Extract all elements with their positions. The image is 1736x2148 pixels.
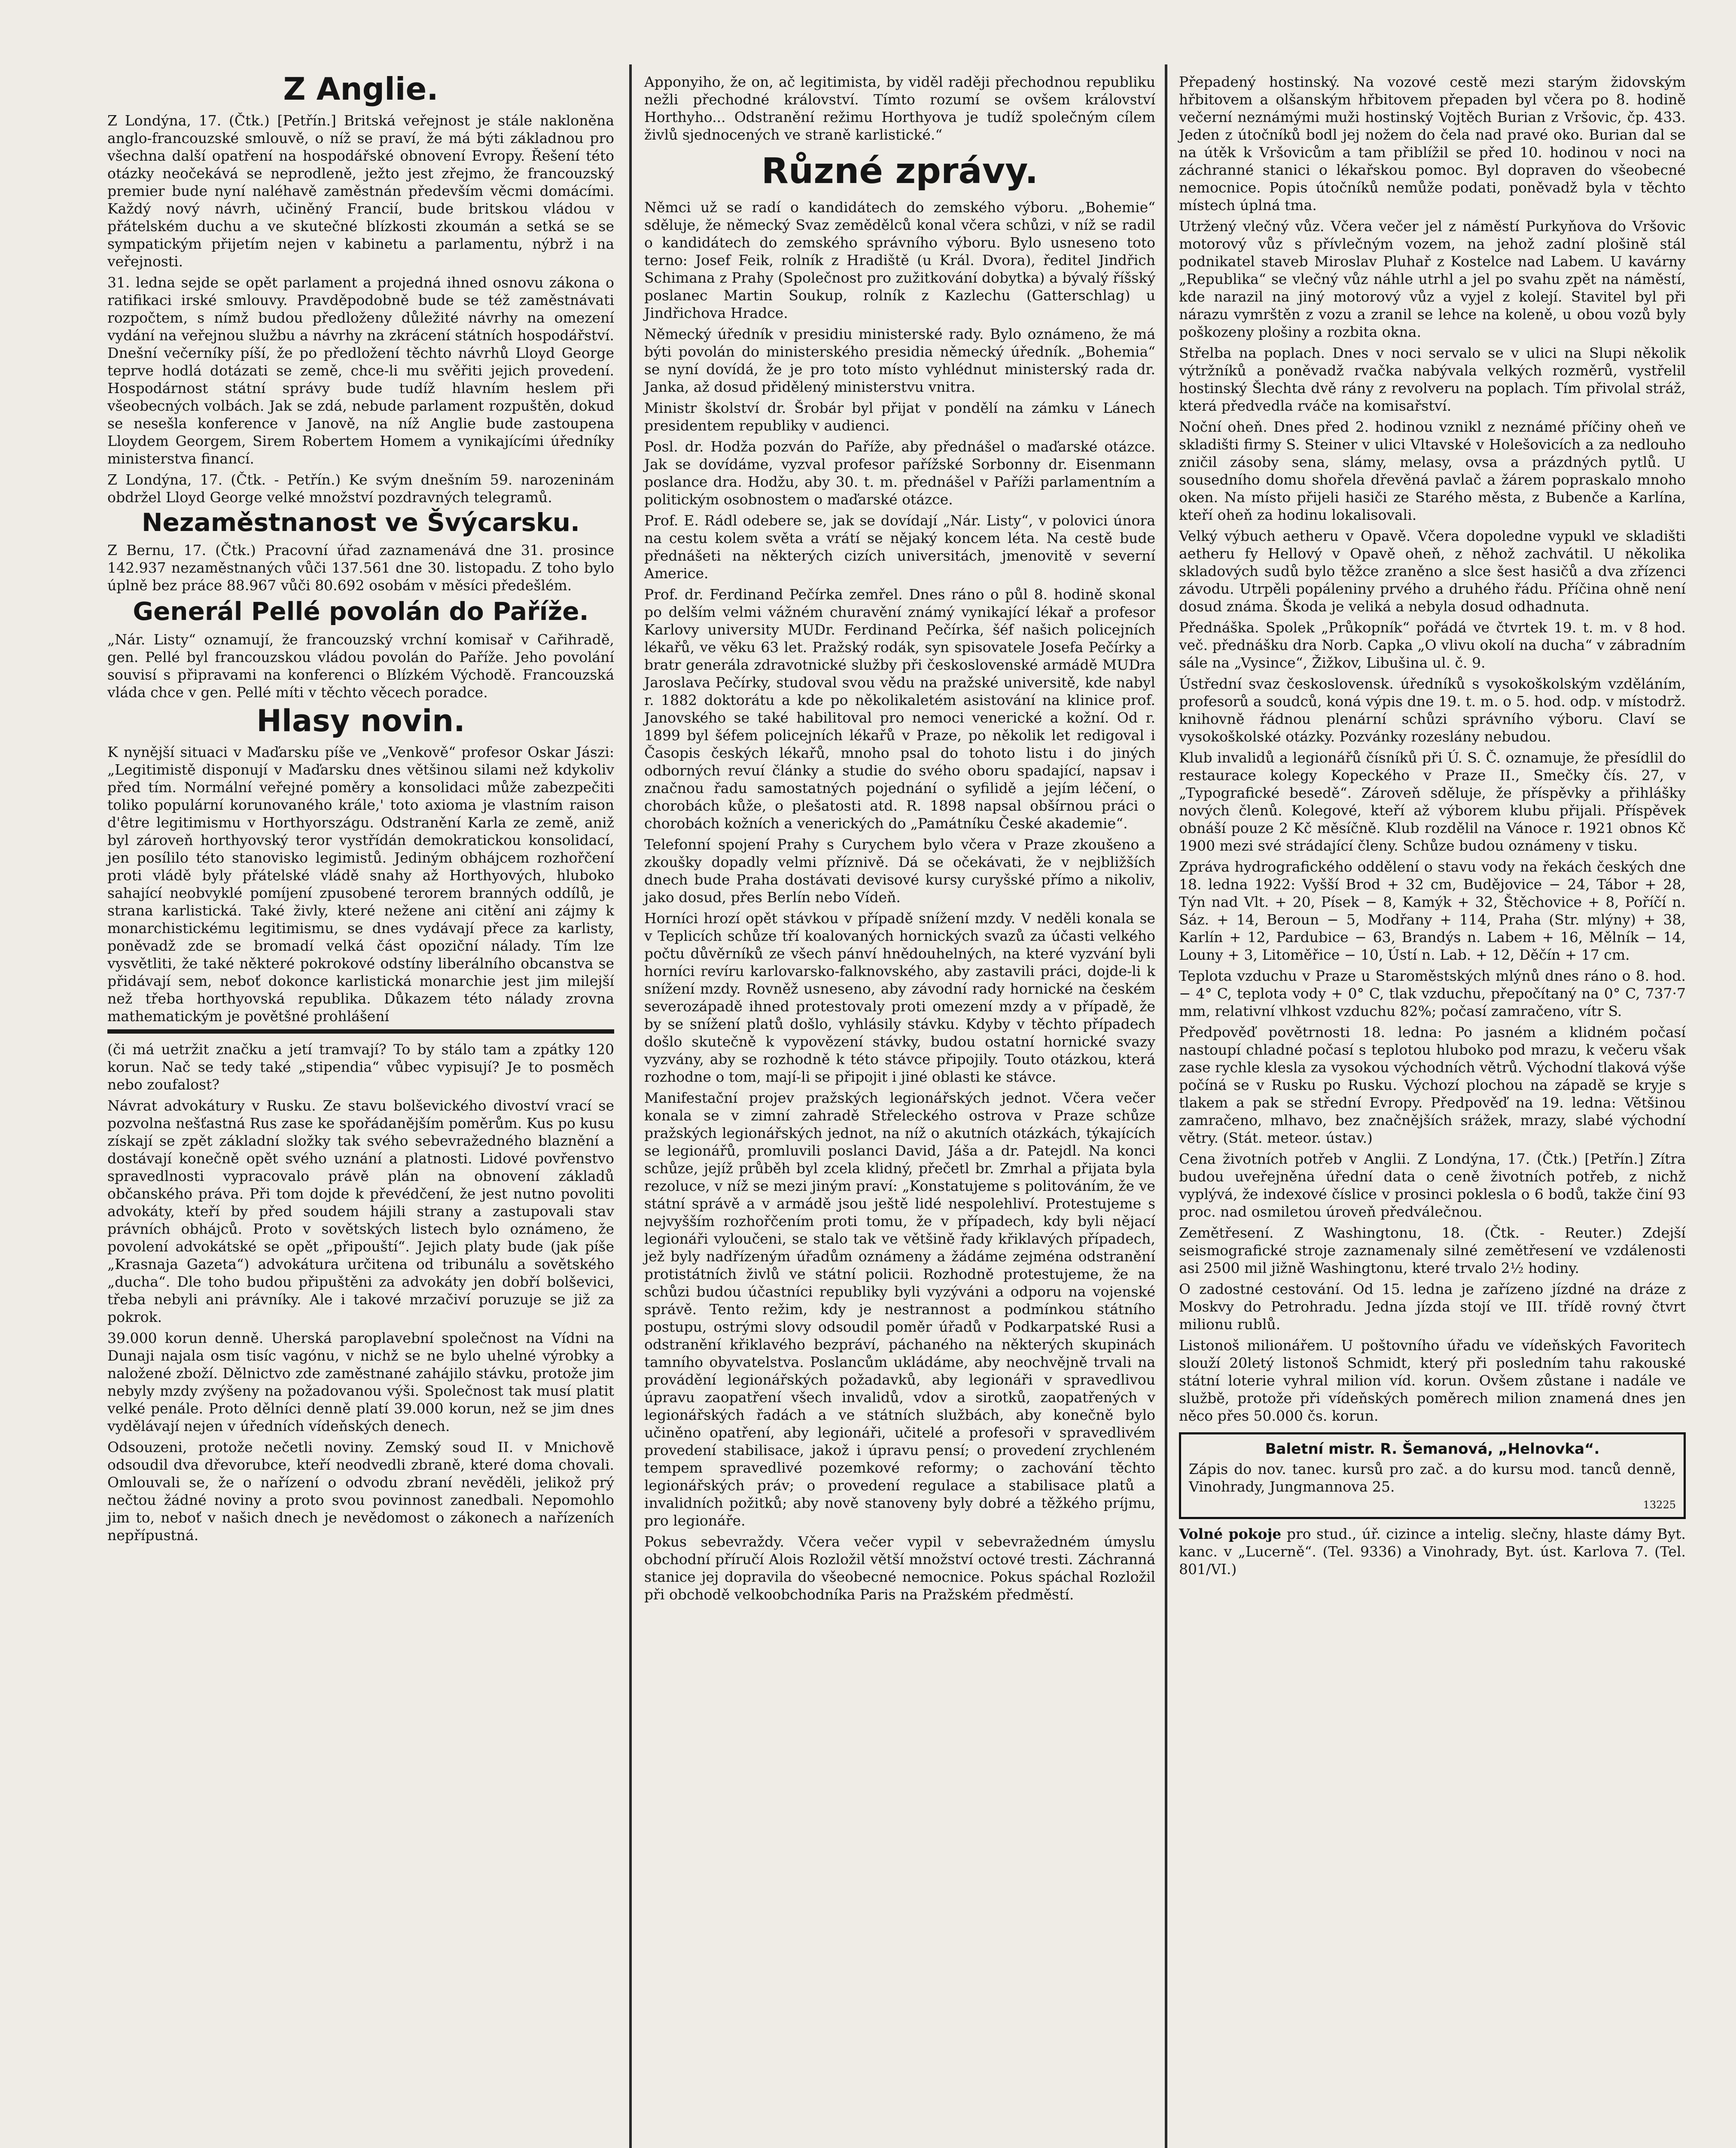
headline-ruzne-zpravy: Různé zprávy.: [761, 151, 1039, 192]
ad-rooms-text: pro stud., úř. cizince a intelig. slečny, hlaste dámy Byt. kanc. v „Lucerně“. (Tel. 9336) a Vinohrady, Byt. úst. Karlova 7. (Tel. 801/VI.): [1179, 1526, 1686, 1577]
news-item: Přednáška. Spolek „Průkopník“ pořádá ve čtvrtek 19. t. m. v 8 hod. več. přednášku dra Norb. Capka „O vlivu okolí na ducha“ v zábradním sále na „Vysince“, Žižkov, Libušina ul. č. 9.: [1179, 619, 1686, 671]
news-item: Přepadený hostinský. Na vozové cestě mezi starým židovským hřbitovem a olšanským hřbitovem přepaden byl včera po 8. hodině večerní neznámými muži hostinský Vojtěch Burian z Vršovic, čp. 433. Jeden z útočníků bodl jej nožem do čela nad pravé oko. Burian dal se na útěk k Vršovicům a tam přiblížil se před 10. hodinou v noci na záchranné stanici o lékařskou pomoc. Byl dopraven do všeobecné nemocnice. Popis útočníků nemůže podati, poněvadž byla v těchto místech úplná tma.: [1179, 73, 1686, 214]
article-hlasy: K nynější situaci v Maďarsku píše ve „Venkově“ profesor Oskar Jászi: „Legitimistě disponují v Maďarsku dnes většinou silami než kdykoliv před tím. Normální veřejné poměry a konsolidaci může zabezpečiti toliko populární korunovaného krále,' toto axioma je vlastním raison d'être legitimismu v Horthyországu. Odstranění Karla ze země, aniž byl zároveň horthyovský teror vystřídán demokratickou konsolidací, jen posílilo této stanovisko legimistů. Jediným obhájcem rozhořčení proti vládě byly přátelské vládě snahy až Horthyových, hluboko sahající neobvyklé pomíjení zpusobené terorem branných oddílů, je strana karlistická. Také živly, které nežene ani citění ani zájmy k monarchistickému legitimismu, se dnes vydávají přece za karlisty, poněvadž zde se bromadí velká část opoziční nálady. Tím lze vysvětliti, že také některé pokrokové odstíny liberálního obcanstva se přidávají sem, neboť dokonce karlistická monarchie jest jim milejší než třeba horthyovská republika. Důkazem této nálady zrovna mathematickým je povětšné prohlášení: [107, 743, 614, 1025]
news-item: Zemětřesení. Z Washingtonu, 18. (Čtk. - Reuter.) Zdejší seismografické stroje zaznamenaly silné zemětřesení ve vzdálenosti asi 2500 mil jižně Washingtonu, které trvalo 2½ hodiny.: [1179, 1224, 1686, 1276]
column-2: [644, 73, 1155, 1607]
news-item: Pokus sebevraždy. Včera večer vypil v sebevražedném úmyslu obchodní příručí Alois Rozložil větší množství octové tresti. Záchranná stanice jej dopravila do všeobecné nemocnice. Pokus spáchal Rozložil při obchodě velkoobchodníka Paris na Pražském předměstí.: [644, 1533, 1155, 1603]
news-item: Utržený vlečný vůz. Včera večer jel z náměstí Purkyňova do Vršovic motorový vůz s přívlečným vozem, na jehož zadní plošině stál podnikatel staveb Miroslav Pluhař z Kostelce nad Labem. U kavárny „Republika“ se vlečný vůz náhle utrhl a jel po svahu zpět na náměstí, kde narazil na jiný motorový vůz a vyjel z kolejí. Stavitel byl při nárazu vymrštěn z vozu a zranil se lehce na koleně, u obou vozů byly poškozeny plošiny a rozbita okna.: [1179, 218, 1686, 340]
article-apponyi: Apponyiho, že on, ač legitimista, by viděl raději přechodnou republiku nežli přechodné království. Tímto rozumí se ovšem království Horthyho... Odstranění režimu Horthyova je tudíž společným cílem živlů sjednocených ve straně karlistické.“: [644, 73, 1155, 143]
article-advokatura: Návrat advokátury v Rusku. Ze stavu bolševického divoství vrací se pozvolna nešťastná Rus zase ke spořádanějším poměrům. Kus po kusu získají se zpět základní složky tak svého sebevražedného blaznění a dostávají konečně opět svého uznání a platnosti. Lidové povřenstvo spravedlnosti vypracovalo právě plán na obnovení základů občanského práva. Při tom dojde k převédčení, že jest nutno povoliti advokáty, kteří by před soudem hájili strany a zastupovali stav právních obhájců. Proto v sovětských listech bylo oznámeno, že povolení advokátské se opět „připouští“. Jejich platy bude (jak píše „Krasnaja Gazeta“) advokátura určitena od tribunálu a sovětského „ducha“. Dle toho budou připuštěni za advokáty jen dobří bolševici, třeba nebyli ani právníky. Ale i takové mrzačiví poruzuje se již za pokrok.: [107, 1097, 614, 1325]
article-noviny: Odsouzeni, protože nečetli noviny. Zemský soud II. v Mnichově odsoudil dva dřevorubce, kteří neodvedli zbraně, které doma chovali. Omlouvali se, že o nařízení o odvodu zbraní nevěděli, jelikož prý nečtou žádné noviny a proto svou povinnost zanedbali. Nepomohlo jim to, neboť v našich dnech je nevědomost o zákonech a nařízeních nepřípustná.: [107, 1438, 614, 1544]
column-1: [107, 73, 614, 1547]
news-item: Ústřední svaz československ. úředníků s vysokoškolským vzděláním, profesorů a soudců, koná výpis dne 19. t. m. o 5. hod. odp. v místodrž. knihovně řádnou plenární schůzi správního výboru. Claví se vysokoškolské otázky. Pozvánky rozeslány nebudou.: [1179, 675, 1686, 745]
news-item: Velký výbuch aetheru v Opavě. Včera dopoledne vypukl ve skladišti aetheru fy Hellový v Opavě oheň, z něhož zachvátil. U několika skladových sudů bylo těžce zraněno a slce šest hasičů a dva zřízenci závodu. Utrpěli popáleniny prvého a druhého řádu. Příčina ohně není dosud známa. Škoda je veliká a nebyla dosud odhadnuta.: [1179, 528, 1686, 615]
article-svycarsko: Z Bernu, 17. (Čtk.) Pracovní úřad zaznamenává dne 31. prosince 142.937 nezaměstnaných vůči 137.561 dne 30. listopadu. Z toho bylo úplně bez práce 88.967 vůči 80.692 osobám v měsíci předešlém.: [107, 542, 614, 594]
news-item: Horníci hrozí opět stávkou v případě snížení mzdy. V neděli konala se v Teplicích schůze tří koalovaných hornických svazů za účasti velkého počtu důvěrníků ze všech pánví hnědouhelných, na které vyzvání byli horníci revíru karlovarsko-falknovského, aby zastavili práci, dojde-li k snížení mzdy. Rovněž usneseno, aby závodní rady hornické na českém severozápadě ihned protestovaly proti omezení mzdy a v případě, že by se snížení platů došlo, vyhlásily stávku. Kdyby v těchto případech došlo skutečně k vypovězení stávky, budou ostatní hornické svazy vyzvány, aby se rozhodně k této stávce připojily. Touto otázkou, která rozhodne o tom, mají-li se připojit i jiné oblasti ke stávce.: [644, 910, 1155, 1086]
news-item: Střelba na poplach. Dnes v noci servalo se v ulici na Slupi několik výtržníků a poněvadž rvačka nabývala velkých rozměrů, vystřelil hostinský Šlechta dvě rány z revolveru na poplach. Tím přivolal stráž, která předvedla rváče na komisařství.: [1179, 345, 1686, 414]
ad-ballet-text: Zápis do nov. tanec. kursů pro zač. a do kursu mod. tanců denně, Vinohrady, Jungmannova 25.: [1189, 1461, 1676, 1495]
news-item: Ministr školství dr. Šrobár byl přijat v pondělí na zámku v Lánech presidentem republiky v audienci.: [644, 400, 1155, 434]
news-item: Cena životních potřeb v Anglii. Z Londýna, 17. (Čtk.) [Petřín.] Zítra budou uveřejněna úřední data o ceně životních potřeb, z nichž vyplývá, že indexové číslice v prosinci poklesla o 6 bodů, takže činí 93 proc. nad osmiletou úroveň předválečnou.: [1179, 1150, 1686, 1220]
classified-ad-ballet: [1179, 1432, 1686, 1519]
column-3: [1179, 73, 1686, 1581]
ad-rooms-lead: Volné pokoje: [1179, 1526, 1282, 1542]
news-item: Teplota vzduchu v Praze u Staroměstských mlýnů dnes ráno o 8. hod. − 4° C, teplota vody + 0° C, tlak vzduchu, přepočítaný na 0° C, 737·7 mm, relativní vlhkost vzduchu 82%; počasí zamračeno, vítr S.: [1179, 967, 1686, 1019]
article-korun-denne: 39.000 korun denně. Uherská paroplavební společnost na Vídni na Dunaji najala osm tisíc vagónu, v nichž se ne bylo uhelné výrobky a naložené zboží. Dělnictvo zde zaměstnané zahájilo stávku, protože jim nebyly mzdy zvýšeny na požadovanou výši. Společnost tak musí platit velké penále. Proto dělníci denně platí 39.000 korun, než se jim dnes vydělávají nejen v úředních vídeňských denech.: [107, 1329, 614, 1434]
column-rule-right: [1165, 64, 1167, 2148]
article-pelle: „Nár. Listy“ oznamují, že francouzský vrchní komisař v Cařihradě, gen. Pellé byl francouzskou vládou povolán do Paříže. Jeho povolání souvisí s připravami na konferenci o Blízkém Východě. Francouzská vláda chce v gen. Pellé míti v těchto věcech poradce.: [107, 631, 614, 701]
headline-pelle: Generál Pellé povolán do Paříže.: [133, 597, 589, 626]
news-item: Německý úředník v presidiu ministerské rady. Bylo oznámeno, že má býti povolán do ministerského presidia německý úředník. „Bohemia“ se nyní dovídá, že je pro toto místo vyhlédnut ministerský rada dr. Janka, až dosud přidělený ministerstvu vnitra.: [644, 326, 1155, 396]
headline-hlasy-novin: Hlasy novin.: [256, 703, 465, 739]
news-item: Klub invalidů a legionářů čísníků při Ú. S. Č. oznamuje, že přesídlil do restaurace kolegy Kopeckého v Praze II., Smečky čís. 27, v „Typografické besedě“. Zároveň sděluje, že příspěvky a přihlášky nových členů. Kolegové, kteří až výborem klubu přijali. Příspěvek obnáší pouze 2 Kč měsíčně. Klub rozdělil na Vánoce r. 1921 obnos Kč 1900 mezi své strádající členy. Schůze budou oznámeny v tisku.: [1179, 749, 1686, 854]
ad-ballet-name: Baletní mistr. R. Šemanová, „Helnovka“.: [1265, 1440, 1600, 1458]
news-item: Noční oheň. Dnes před 2. hodinou vznikl z neznámé příčiny oheň ve skladišti firmy S. Steiner v ulici Vltavské v Holešovicích a za nedlouho zničil zásoby sena, slámy, melasy, ovsa a prázdných pytlů. U sousedního domu shořela dřevěná pavlač a žárem popraskalo mnoho oken. Na místo přijeli hasiči ze Starého města, z Bubenče a Karlína, kteří oheň za hodinu lokalisovali.: [1179, 418, 1686, 523]
news-item: O zadostné cestování. Od 15. ledna je zařízeno jízdné na dráze z Moskvy do Petrohradu. Jedna jízda stojí ve III. třídě rovný čtvrt milionu rublů.: [1179, 1281, 1686, 1333]
news-item: Prof. E. Rádl odebere se, jak se dovídají „Nár. Listy“, v polovici února na cestu kolem světa a vrátí se nějaký koncem léta. Na cestě bude přednášeti na některých cizích universitách, jmenovitě v severní Americe.: [644, 512, 1155, 582]
headline-svycarsko: Nezaměstnanost ve Švýcarsku.: [141, 507, 580, 537]
news-item: Zpráva hydrografického oddělení o stavu vody na řekách českých dne 18. ledna 1922: Vyšší Brod + 32 cm, Budějovice − 24, Tábor + 28, Týn nad Vlt. + 20, Písek − 8, Kamýk + 32, Štěchovice + 8, Poříčí n. Sáz. + 14, Beroun − 5, Modřany + 114, Praha (Str. mlýny) + 38, Karlín + 12, Pardubice − 63, Brandýs n. Labem + 16, Mělník − 14, Louny + 3, Litoměřice − 10, Ústí n. Lab. + 12, Děčín + 17 cm.: [1179, 858, 1686, 963]
news-item: Prof. dr. Ferdinand Pečírka zemřel. Dnes ráno o půl 8. hodině skonal po delším velmi vážném churavění známý vynikající lékař a profesor Karlovy university MUDr. Ferdinand Pečírka, šéf našich policejních lékařů, ve věku 63 let. Pražský rodák, syn spisovatele Josefa Pečírky a bratr generála zdravotnické služby při československé armádě MUDra Jaroslava Pečírky, studoval svou vědu na pražské universitě, kde nabyl r. 1882 doktorátu a kde po několikaletém asistování na klinice prof. Janovského se také habilitoval pro nemoci venerické a kožní. Od r. 1899 byl šéfem policejních lékařů v Praze, po několik let redigoval i Časopis českých lékařů, mnoho psal do tohoto listu i do jiných odborných revuí články a studie do svého oboru spadající, napsav i značnou řadu samostatných pojednání o syfilidě a jejím léčení, o chorobách kůže, o plešatosti atd. R. 1898 napsal obšírnou práci o chorobách kožních a venerických do „Památníku České akademie“.: [644, 586, 1155, 832]
news-item: Listonoš milionářem. U poštovního úřadu ve vídeňských Favoritech slouží 20letý listonoš Schmidt, který při posledním tahu rakouské státní loterie vyhral milion víd. korun. Ovšem zůstane i nadále ve službě, protože při vídeňských poměrech milion znamená dnes jen něco přes 50.000 čs. korun.: [1179, 1337, 1686, 1424]
headline-anglie: Z Anglie.: [283, 71, 439, 107]
article-stipendia: (či má uetržit značku a jetí tramvají? To by stálo tam a zpátky 120 korun. Nač se tedy také „stipendia“ vůbec vypisují? Je to posměch nebo zoufalost?: [107, 1040, 614, 1093]
news-item: Posl. dr. Hodža pozván do Paříže, aby přednášel o maďarské otázce. Jak se dovídáme, vyzval profesor pařížské Sorbonny dr. Eisenmann poslance dra. Hodžu, aby 30. t. m. přednášel v Paříži parlamentním a politickým osobnostem o maďarské otázce.: [644, 438, 1155, 508]
ad-ballet-code: 13225: [1643, 1499, 1676, 1511]
column-rule-left: [629, 64, 632, 2148]
article-anglie-p2: 31. ledna sejde se opět parlament a projedná ihned osnovu zákona o ratifikaci irské smlouvy. Pravděpodobně bude se též zaměstnávati rozpočtem, s nímž budou předloženy důležité návrhy na omezení vydání na veřejnou službu a návrhy na zkrácení státních hospodářství. Dnešní večerníky píší, že po předložení těchto návrhů Lloyd George teprve hodlá dotázati se země, chce-li mu svěřiti jejich provedení. Hospodárnost státní správy bude tudíž hlavním heslem při všeobecných volbách. Jak se zdá, nebude parlament rozpuštěn, dokud se nesešla konference v Janově, na níž Anglie bude zastoupena Lloydem Georgem, Sirem Robertem Homem a vynikajícími úředníky ministerstva financí.: [107, 274, 614, 467]
news-item: Telefonní spojení Prahy s Curychem bylo včera v Praze zkoušeno a zkoušky dopadly velmi příznivě. Dá se očekávati, že v nejbližších dnech bude Praha dostávati devisové kursy curyšské přímo a nikoliv, jako dosud, přes Berlín nebo Vídeň.: [644, 836, 1155, 906]
article-anglie-p3: Z Londýna, 17. (Čtk. - Petřín.) Ke svým dnešním 59. narozeninám obdržel Lloyd George velké množství pozdravných telegramů.: [107, 471, 614, 506]
news-item: Němci už se radí o kandidátech do zemského výboru. „Bohemie“ sděluje, že německý Svaz zemědělců konal včera schůzi, v níž se radil o kandidátech do zemského správního výboru. Bylo usneseno toto terno: Josef Feik, rolník z Hradiště (u Král. Dvora), ředitel Jindřich Schimana z Prahy (Společnost pro zužitkování dobytka) a bývalý říšský poslanec Martin Soukup, rolník z Kazlechu (Gatterschlag) u Jindřichova Hradce.: [644, 199, 1155, 322]
classified-ad-rooms: [1179, 1525, 1686, 1578]
news-item: Manifestační projev pražských legionářských jednot. Včera večer konala se v zimní zahradě Střeleckého ostrova v Praze schůze pražských legionářských jednot, na níž o akutních otázkách, týkajících se legionářů, promluvili poslanci David, Jáša a dr. Patejdl. Na konci schůze, jejíž průběh byl zcela klidný, přečetl br. Zmrhal a přijata byla rezoluce, v níž se mezi jiným praví: „Konstatujeme s politováním, že ve státní správě a v armádě jsou ještě lidé nespolehliví. Protestujeme s nejvyšším rozhořčením proti tomu, že v případech, kdy byli nějací legionáři vyloučeni, se stalo tak ve většině řady křiklavých případech, jež byly nadřízeným úřadům oznámeny a žádáme zejména odstranění protistátních živlů ve státní policii. Rozhodně protestujeme, že na schůzi budou účastníci republiky byli vyzýváni a odporu na vojenské správě. Tento režim, kdy je nestrannost a podmínkou státního postupu, ostrými slovy odsoudil poměr úřadů v Podkarpatské Rusi a odstranění křiklavého bezpráví, páchaného na některých skupinách tamního obyvatelstva. Poslancům ukládáme, aby neochvějně trvali na provádění legionářských požadavků, aby legionáři v spravedlivou úpravu zaopatření všech invalidů, vdov a sirotků, zaopatřených v legionářských řadách a ve státních službách, aby konečně bylo učiněno opatření, aby legionáři, učitelé a profesoři v spravedlivém provedení stabilisace, jakož i úpravu pensí; o provedení zrychleném tempem spravedlivé pozemkové reformy; o zachování těchto legionářských práv; o provedení regulace a stabilisace platů a invalidních požitků; aby nově stanoveny byly dobré a těžkého príjmu, pro legionáře.: [644, 1089, 1155, 1529]
article-anglie-p1: Z Londýna, 17. (Čtk.) [Petřín.] Britská veřejnost je stále nakloněna anglo-francouzské smlouvě, o níž se praví, že má býti základnou pro všechna další opatření na hospodářské obnovení Evropy. Řešení této otázky neočekává se neprodleně, ježto jest zřejmo, že francouzský premier bude nyní naléhavě zaměstnán především věcmi domácími. Každý nový návrh, učiněný Francií, bude britskou vládou v přátelském duchu a ve skutečné blízkosti zkoumán a setká se se sympatickým přijetím nejen v kabinetu a parlamentu, nýbrž i na veřejnosti.: [107, 112, 614, 270]
news-item: Předpověď povětrnosti 18. ledna: Po jasném a klidném počasí nastoupí chladné počasí s teplotou hluboko pod mrazu, k večeru však zase rychle klesla za vysokou východních větrů. Východní tlaková výše počíná se v Rusku po Rusku. Výchozí plochou na západě se kryje s tlakem a pak se střední Evropy. Předpověď na 19. ledna: Většinou zamračeno, mlhavo, bez značnějších srážek, mrazy, slabé východní větry. (Stát. meteor. ústav.): [1179, 1024, 1686, 1146]
section-divider: [107, 1029, 614, 1034]
